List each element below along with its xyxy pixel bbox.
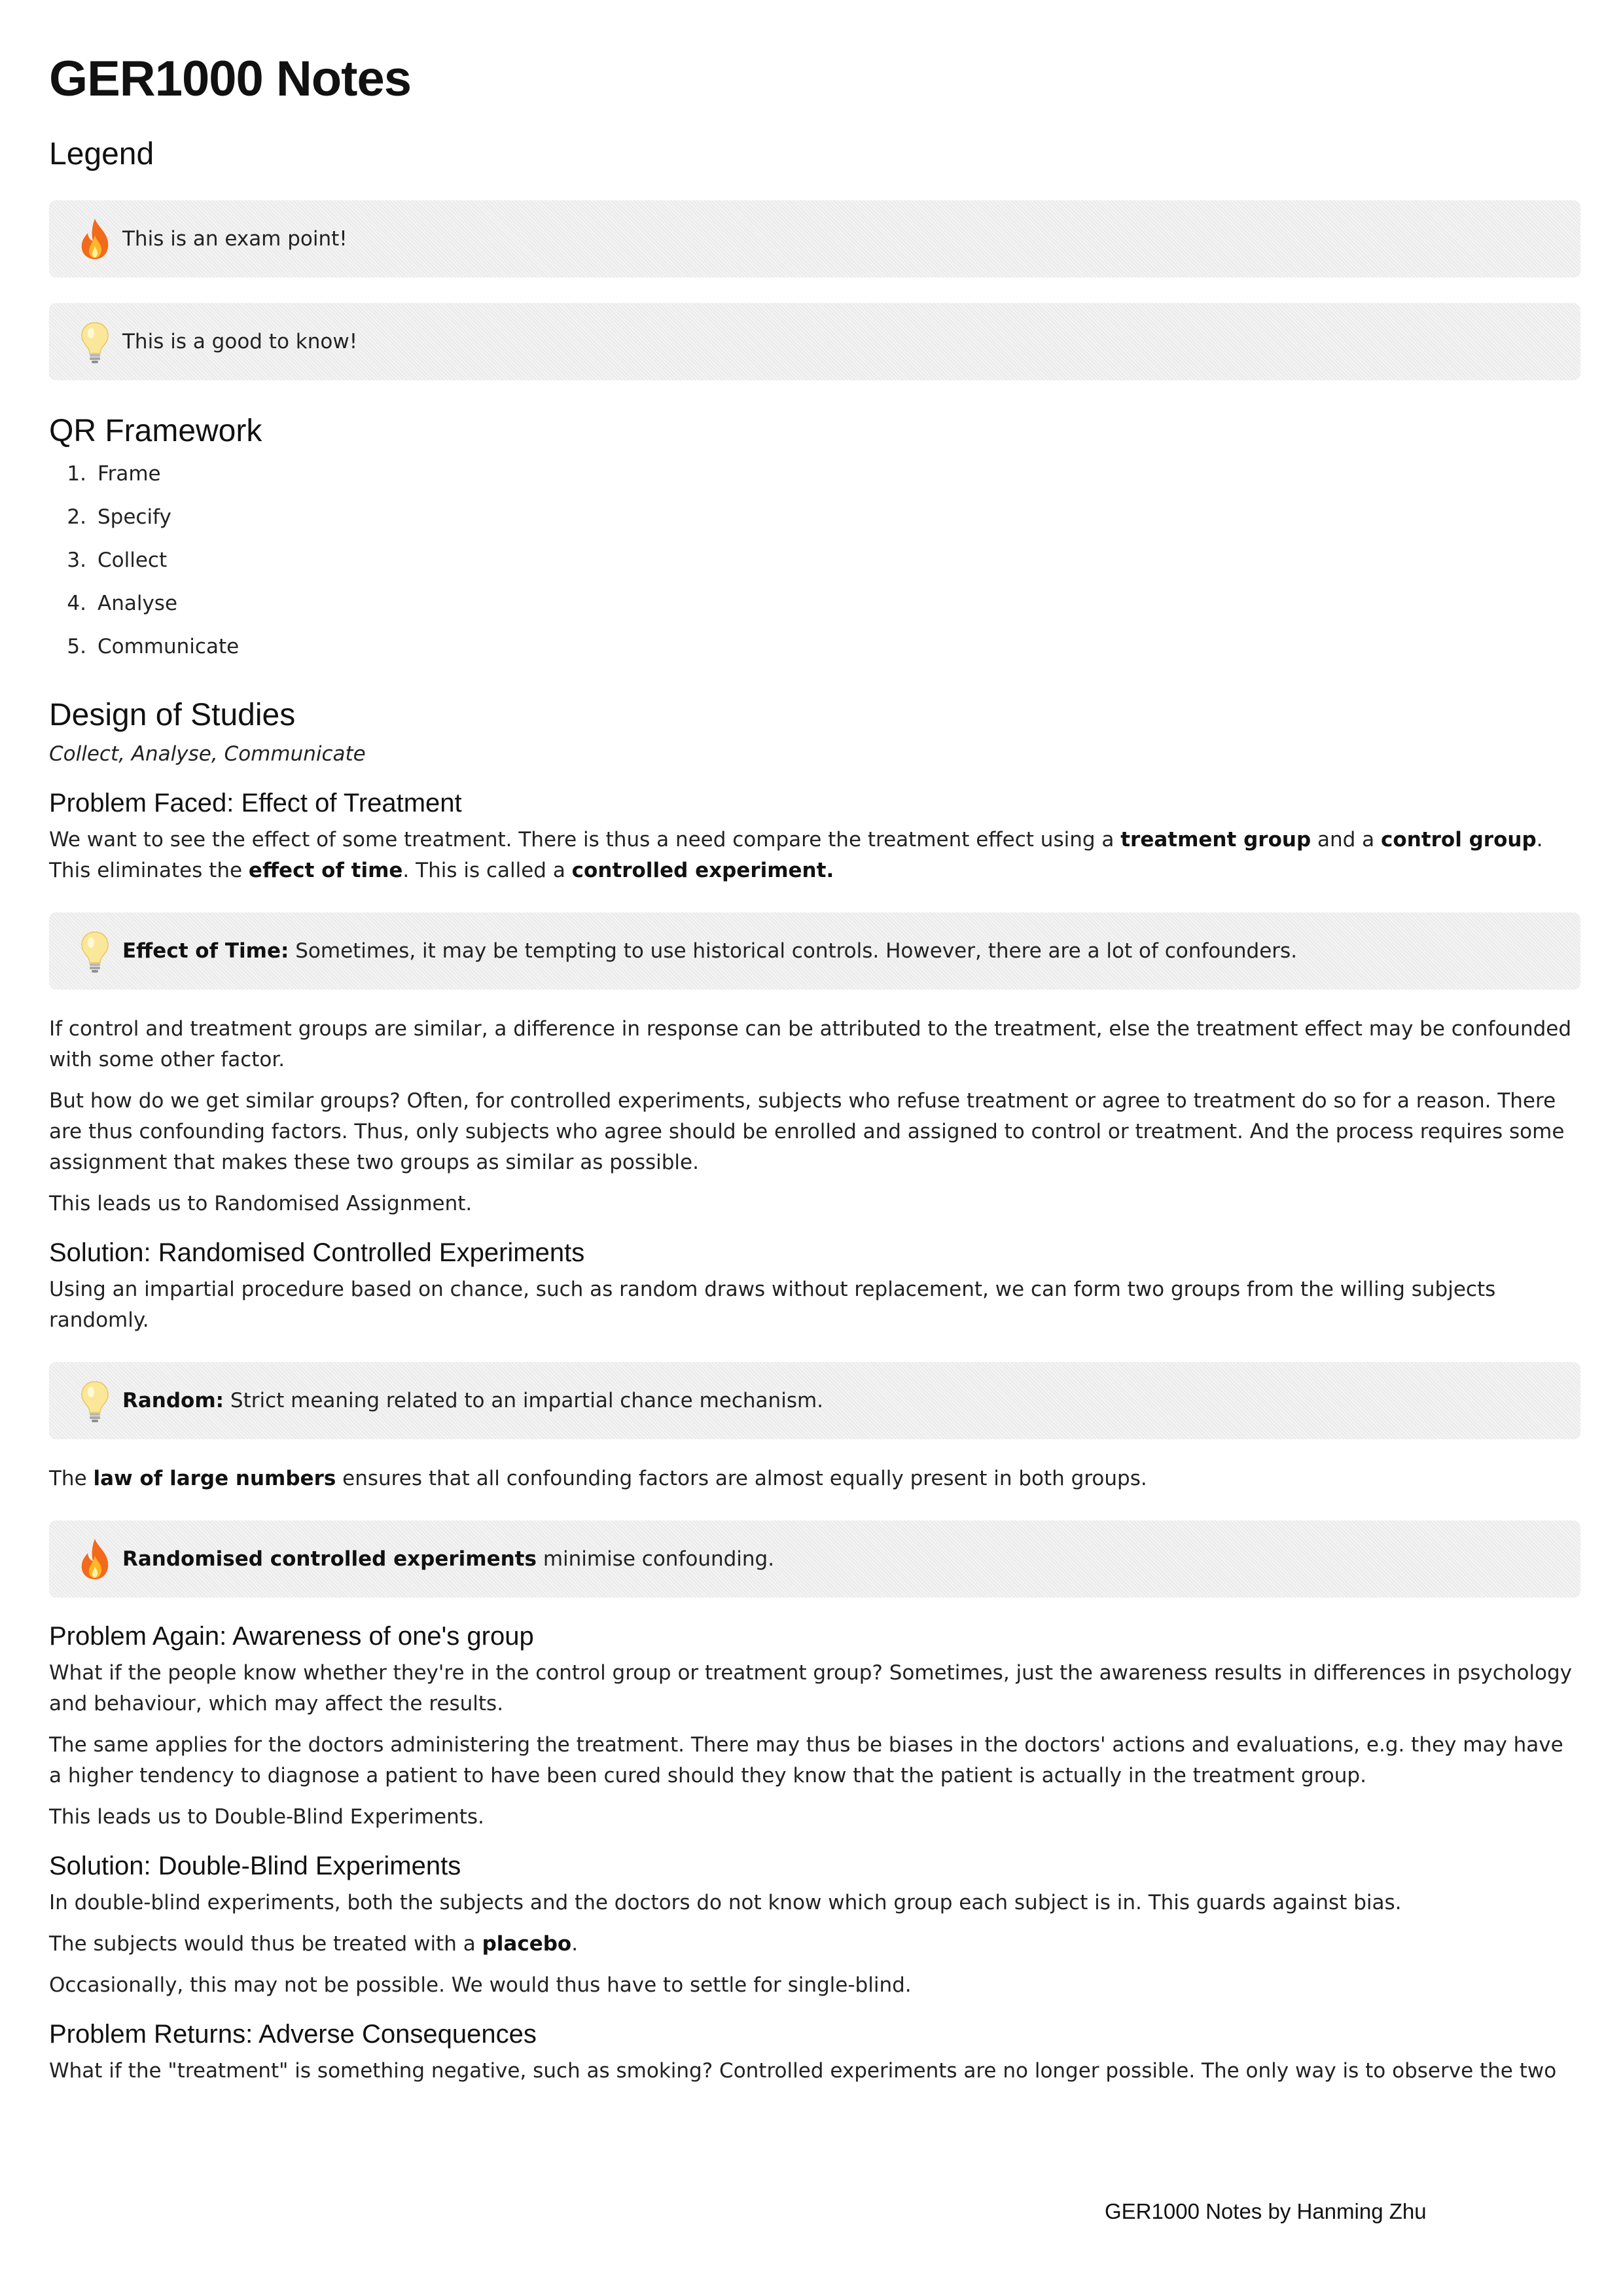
lightbulb-icon <box>75 1378 115 1424</box>
callout-text: This is a good to know! <box>122 330 358 354</box>
legend-heading: Legend <box>49 137 154 172</box>
design-of-studies-heading: Design of Studies <box>49 698 296 733</box>
callout-text: Randomised controlled experiments minimise confounding. <box>122 1547 775 1571</box>
paragraph: In double-blind experiments, both the subjects and the doctors do not know which group each subject is in. This guards against bias. <box>49 1891 1402 1915</box>
paragraph: We want to see the effect of some treatment. There is thus a need compare the treatment effect using a treatment group and a control group. This eliminates the effect of time. This is called a controlled experiment. <box>49 828 1543 883</box>
document-page <box>49 49 1580 2087</box>
subsection-heading: Solution: Double-Blind Experiments <box>49 1852 461 1881</box>
good-to-know-callout <box>49 1362 1580 1439</box>
qr-framework-list <box>49 452 1580 668</box>
good-to-know-callout <box>49 912 1580 990</box>
section-subtitle: Collect, Analyse, Communicate <box>49 742 366 766</box>
good-to-know-callout <box>49 303 1580 380</box>
lightbulb-icon <box>75 319 115 365</box>
paragraph: What if the people know whether they're in the control group or treatment group? Sometimes, just the awareness results in differences in psychology and behaviour, which may affect the results. <box>49 1661 1573 1716</box>
paragraph: The subjects would thus be treated with a placebo. <box>49 1932 579 1956</box>
paragraph: This leads us to Double-Blind Experiments. <box>49 1805 484 1829</box>
list-item: 1. Frame <box>67 462 161 486</box>
paragraph: This leads us to Randomised Assignment. <box>49 1192 473 1216</box>
paragraph: Occasionally, this may not be possible. We would thus have to settle for single-blind. <box>49 1973 912 1998</box>
document-title: GER1000 Notes <box>49 51 412 107</box>
page-footer: GER1000 Notes by Hanming Zhu <box>1105 2199 1427 2223</box>
subsection-heading: Problem Returns: Adverse Consequences <box>49 2020 537 2049</box>
paragraph: What if the "treatment" is something negative, such as smoking? Controlled experiments are no longer possible. The only way is to observe the two <box>49 2059 1557 2083</box>
callout-text: Effect of Time: Sometimes, it may be tempting to use historical controls. However, there are a lot of confounders. <box>122 939 1298 963</box>
list-item: 3. Collect <box>67 548 168 573</box>
subsection-heading: Problem Again: Awareness of one's group <box>49 1622 534 1651</box>
list-item: 2. Specify <box>67 505 171 529</box>
subsection-heading: Solution: Randomised Controlled Experiments <box>49 1238 585 1268</box>
list-item: 4. Analyse <box>67 592 178 616</box>
fire-icon <box>75 1536 115 1582</box>
list-item: 5. Communicate <box>67 635 240 659</box>
callout-text: Random: Strict meaning related to an impartial chance mechanism. <box>122 1389 824 1413</box>
qr-framework-heading: QR Framework <box>49 414 262 449</box>
lightbulb-icon <box>75 928 115 974</box>
paragraph: Using an impartial procedure based on chance, such as random draws without replacement, we can form two groups from the willing subjects randomly. <box>49 1278 1496 1333</box>
paragraph: But how do we get similar groups? Often, for controlled experiments, subjects who refuse treatment or agree to treatment do so for a reason. There are thus confounding factors. Thus, only subjects who agree should be enrolled and assigned to control or treatment. And the process requires some assignment that makes these two groups as similar as possible. <box>49 1089 1565 1175</box>
exam-point-callout <box>49 200 1580 278</box>
paragraph: The law of large numbers ensures that all confounding factors are almost equally present in both groups. <box>49 1467 1147 1491</box>
paragraph: If control and treatment groups are similar, a difference in response can be attributed to the treatment, else the treatment effect may be confounded with some other factor. <box>49 1017 1572 1072</box>
callout-text: This is an exam point! <box>122 227 348 251</box>
subsection-heading: Problem Faced: Effect of Treatment <box>49 789 462 818</box>
paragraph: The same applies for the doctors administering the treatment. There may thus be biases in the doctors' actions and evaluations, e.g. they may have a higher tendency to diagnose a patient to have been cured should they know that the patient is actually in the treatment group. <box>49 1733 1563 1788</box>
fire-icon <box>75 216 115 262</box>
exam-point-callout <box>49 1520 1580 1598</box>
